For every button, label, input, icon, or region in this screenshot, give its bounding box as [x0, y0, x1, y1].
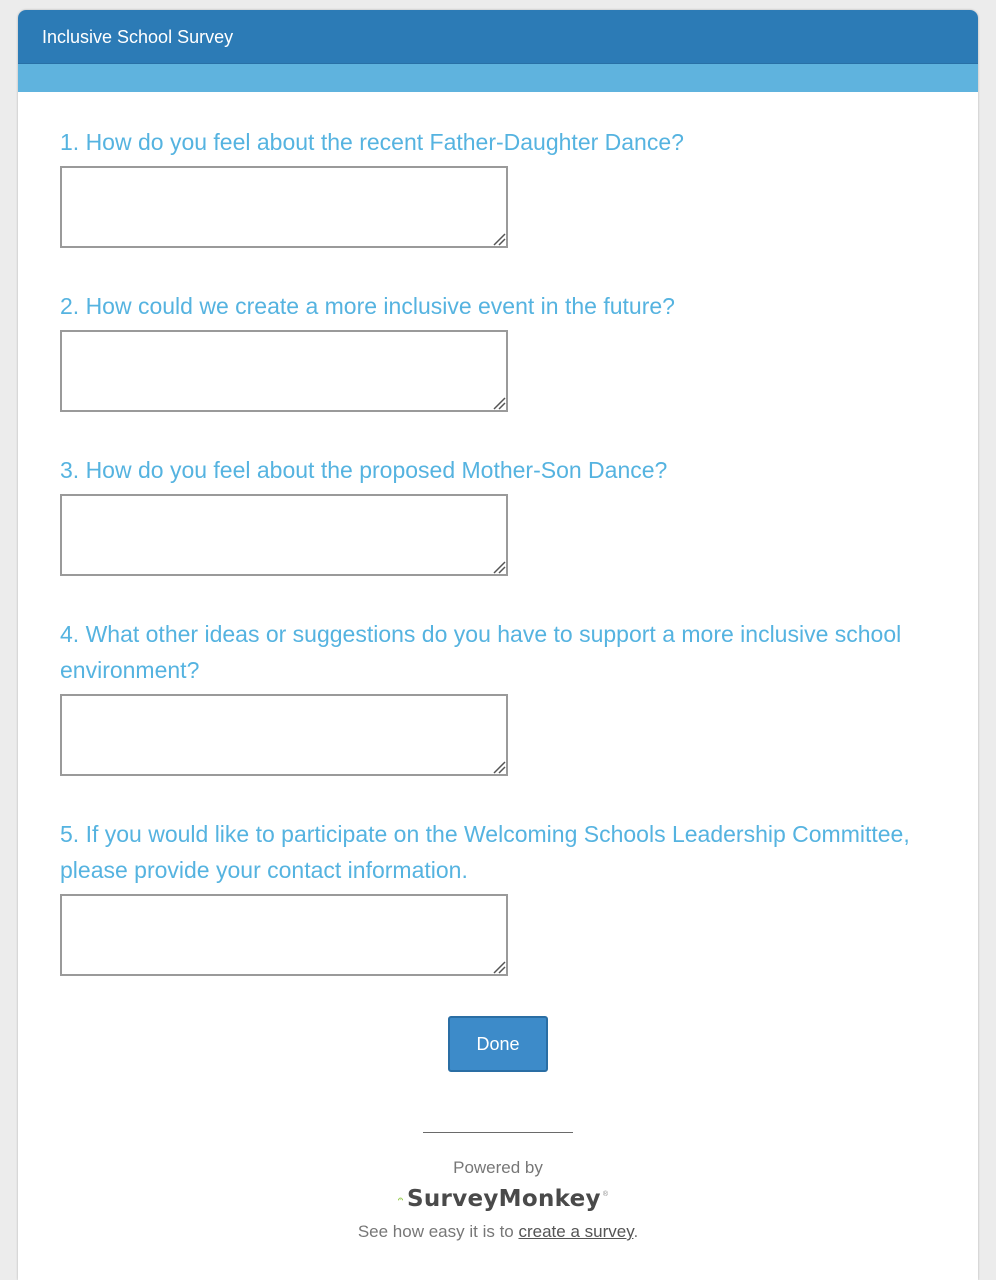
survey-card — [18, 10, 978, 1280]
footer-divider — [423, 1132, 573, 1133]
surveymonkey-logo-icon — [398, 1188, 403, 1210]
question-4-answer[interactable] — [60, 694, 508, 776]
done-button[interactable]: Done — [448, 1016, 548, 1072]
survey-header — [18, 10, 978, 64]
question-2-title: 2. How could we create a more inclusive event in the future? — [60, 293, 675, 319]
question-1-title: 1. How do you feel about the recent Father-Daughter Dance? — [60, 129, 684, 155]
create-survey-link[interactable]: create a survey — [518, 1222, 634, 1241]
question-3-answer[interactable] — [60, 494, 508, 576]
question-4-title: 4. What other ideas or suggestions do you have to support a more inclusive school environment? — [60, 621, 902, 683]
powered-by-text: Powered by — [453, 1158, 543, 1177]
question-2-answer[interactable] — [60, 330, 508, 412]
tagline-prefix: See how easy it is to — [357, 1222, 519, 1241]
tagline-suffix: . — [633, 1222, 639, 1241]
survey-title: Inclusive School Survey — [42, 27, 234, 47]
survey-subbar — [18, 64, 978, 92]
surveymonkey-logo[interactable] — [398, 1184, 608, 1214]
question-3-title: 3. How do you feel about the proposed Mother-Son Dance? — [60, 457, 668, 483]
question-5-answer[interactable] — [60, 894, 508, 976]
brand-name: SurveyMonkey — [407, 1186, 601, 1212]
registered-mark: ® — [602, 1190, 608, 1198]
footer-tagline — [18, 1222, 978, 1242]
question-1-answer[interactable] — [60, 166, 508, 248]
question-5-title: 5. If you would like to participate on the Welcoming Schools Leadership Committee, please provide your contact information. — [60, 821, 910, 883]
